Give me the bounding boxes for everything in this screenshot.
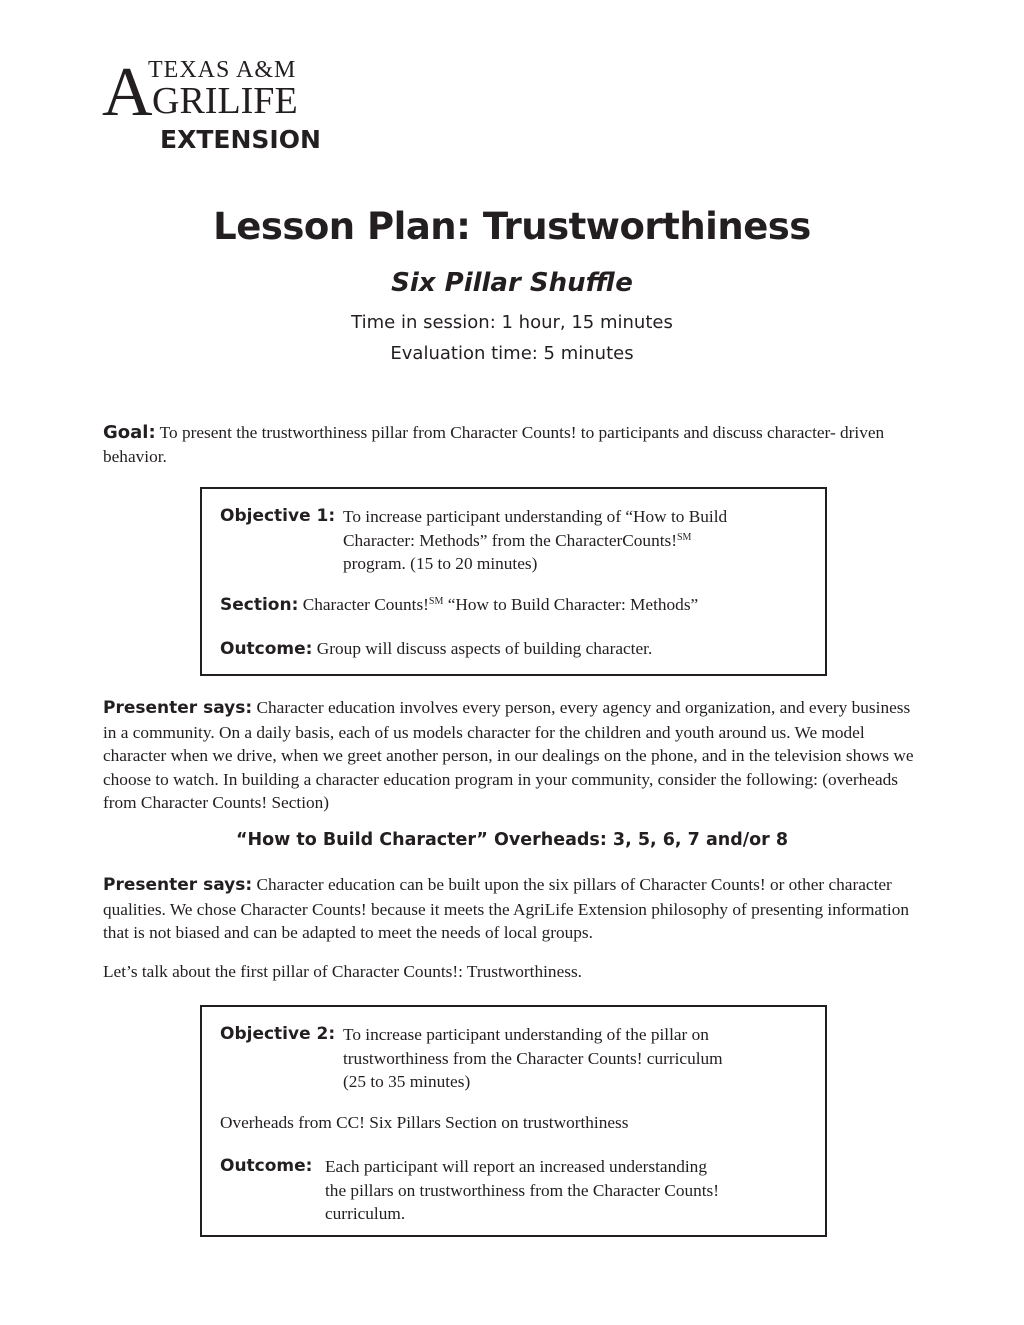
page-subtitle: Six Pillar Shuffle	[391, 268, 633, 298]
logo-big-letter: A	[102, 54, 153, 131]
section-text-pre: Character Counts!	[298, 595, 429, 614]
objective-1-line3: program. (15 to 20 minutes)	[343, 554, 538, 573]
section-text-post: “How to Build Character: Methods”	[443, 595, 699, 614]
objective-1-label-row	[220, 504, 335, 529]
objective-1-line1: To increase participant understanding of “How to Build	[343, 507, 728, 526]
overheads-heading: “How to Build Character” Overheads: 3, 5, 6, 7 and/or 8	[235, 830, 789, 850]
section-service-mark: SM	[428, 596, 444, 607]
presenter-says-2	[103, 873, 923, 945]
presenter-says-1	[103, 696, 923, 815]
section-row	[220, 593, 698, 618]
objective-1-box	[200, 487, 827, 676]
objective-2-label-row	[220, 1022, 335, 1047]
overheads-line: Overheads from CC! Six Pillars Section on trustworthiness	[220, 1113, 629, 1132]
objective-2-line1: To increase participant understanding of the pillar on	[343, 1025, 709, 1044]
service-mark: SM	[677, 531, 692, 543]
outcome-2-label-row	[220, 1154, 312, 1179]
presenter-says-1-text: Character education involves every person, every agency and organization, and every business in a community. On a daily basis, each of us models character for the children and youth around us. We model character when we drive, when we greet another person, in our dealings on the phone, and in the television shows we choose to watch. In building a character education program in your community, consider the following: (overheads from Character Counts! Section)	[103, 698, 914, 812]
objective-2-label: Objective 2:	[220, 1024, 336, 1044]
time-in-session: Time in session: 1 hour, 15 minutes	[351, 312, 673, 333]
objective-2-box	[200, 1005, 827, 1237]
presenter-says-2-label: Presenter says:	[103, 875, 253, 895]
goal-paragraph	[103, 421, 923, 468]
logo-texas-am: TEXAS A&M	[148, 57, 297, 83]
outcome-1-row	[220, 637, 652, 662]
section-label: Section:	[220, 595, 299, 615]
objective-2-line2: trustworthiness from the Character Counts! curriculum	[343, 1048, 723, 1068]
outcome-1-label: Outcome:	[220, 639, 313, 659]
objective-1-label: Objective 1:	[220, 506, 336, 526]
page-title: Lesson Plan: Trustworthiness	[213, 205, 811, 248]
objective-1-text	[343, 505, 727, 576]
evaluation-time: Evaluation time: 5 minutes	[390, 343, 634, 364]
objective-1-line2-text: Character: Methods” from the CharacterCounts!	[343, 530, 677, 550]
outcome-2-line1: Each participant will report an increased understanding	[325, 1157, 707, 1176]
first-pillar-line: Let’s talk about the first pillar of Character Counts!: Trustworthiness.	[103, 962, 583, 981]
presenter-says-1-label: Presenter says:	[103, 698, 253, 718]
objective-2-line3: (25 to 35 minutes)	[343, 1072, 471, 1091]
logo-extension: EXTENSION	[160, 125, 321, 154]
objective-2-text	[343, 1023, 723, 1094]
outcome-2-line2: the pillars on trustworthiness from the Character Counts!	[325, 1180, 720, 1200]
objective-1-line2	[343, 529, 727, 553]
outcome-2-label: Outcome:	[220, 1156, 313, 1176]
outcome-1-text: Group will discuss aspects of building character.	[312, 639, 653, 658]
outcome-2-text	[325, 1155, 719, 1226]
outcome-2-line3: curriculum.	[325, 1204, 406, 1223]
presenter-says-2-text: Character education can be built upon the six pillars of Character Counts! or other character qualities. We chose Character Counts! because it meets the AgriLife Extension philosophy of presenting information that is not biased and can be adapted to meet the needs of local groups.	[103, 875, 909, 942]
goal-label: Goal:	[103, 422, 156, 443]
agrilife-extension-logo	[102, 56, 362, 156]
logo-agrilife: GRILIFE	[152, 80, 298, 122]
goal-text: To present the trustworthiness pillar from Character Counts! to participants and discuss character- driven behavior.	[103, 423, 885, 466]
